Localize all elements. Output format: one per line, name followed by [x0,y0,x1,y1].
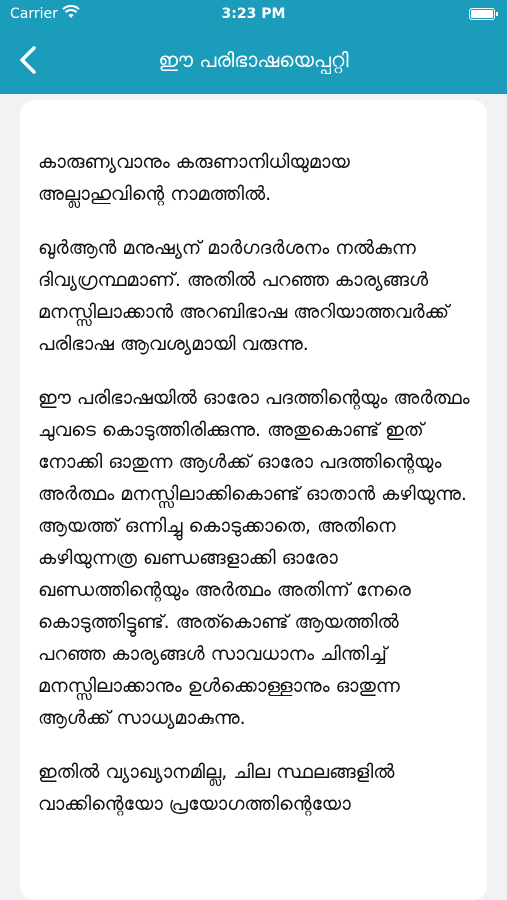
content-card [20,100,487,900]
page-title: ഈ പരിഭാഷയെപ്പറ്റി [158,48,349,72]
chevron-left-icon [12,40,48,80]
carrier-label: Carrier [10,6,58,22]
paragraph: ഖുർആൻ മനുഷ്യന് മാർഗദർശനം നൽകുന്ന ദിവ്യഗ്രന്ഥമാണ്. അതിൽ പറഞ്ഞ കാര്യങ്ങൾ മനസ്സിലാക്കാൻ അറബിഭാഷ അറിയാത്തവർക്ക് പരിഭാഷ ആവശ്യമായി വരുന്നു. [38,237,449,355]
navigation-bar [0,28,507,94]
paragraph: കാരുണ്യവാനും കരുണാനിധിയുമായ അല്ലാഹുവിന്റെ നാമത്തിൽ. [38,151,350,205]
translation-info-text [20,100,487,820]
paragraph: ഇതിൽ വ്യാഖ്യാനമില്ല, ചില സ്ഥലങ്ങളിൽ വാക്കിന്റെയോ പ്രയോഗത്തിന്റെയോ [38,761,395,815]
status-time: 3:23 PM [221,6,286,22]
back-button[interactable] [12,40,48,80]
status-bar [0,0,507,28]
battery-icon [469,8,495,20]
paragraph: ഈ പരിഭാഷയിൽ ഓരോ പദത്തിന്റെയും അർത്ഥം ചുവടെ കൊടുത്തിരിക്കുന്നു. അതുകൊണ്ട് ഇത് നോക്കി ഓതുന്ന ആൾക്ക് ഓരോ പദത്തിന്റെയും അർത്ഥം മനസ്സിലാക്കികൊണ്ട് ഓതാൻ കഴിയുന്നു. ആയത്ത് ഒന്നിച്ചു കൊടുക്കാതെ, അതിനെ കഴിയുന്നത്ര ഖണ്ഡങ്ങളാക്കി ഓരോ ഖണ്ഡത്തിന്റെയും അർത്ഥം അതിന്ന് നേരെ കൊടുത്തിട്ടുണ്ട്. അത്കൊണ്ട് ആയത്തിൽ പറഞ്ഞ കാര്യങ്ങൾ സാവധാനം ചിന്തിച്ച് മനസ്സിലാക്കാനും ഉൾക്കൊള്ളാനും ഓതുന്ന ആൾക്ക് സാധ്യമാകുന്നു. [38,387,470,729]
